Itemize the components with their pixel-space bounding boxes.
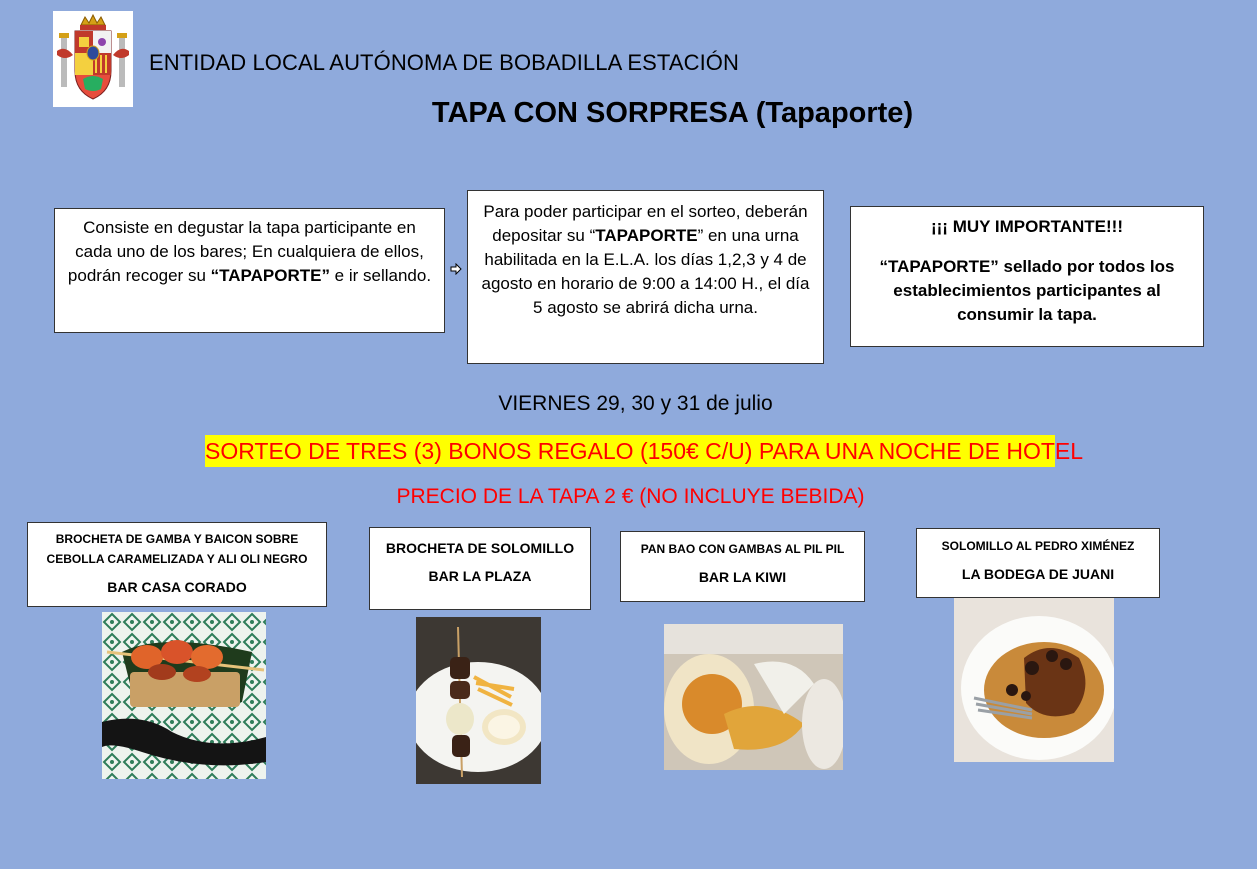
info-bold-text: TAPAPORTE: [595, 226, 698, 245]
tapa-dish-name: PAN BAO CON GAMBAS AL PIL PIL: [640, 542, 845, 556]
event-dates: VIERNES 29, 30 y 31 de julio: [498, 392, 773, 415]
tapa-dish-name: BROCHETA DE GAMBA Y BAICON SOBRE CEBOLLA CARAMELIZADA Y ALI OLI NEGRO: [46, 532, 308, 566]
page-title: TAPA CON SORPRESA (Tapaporte): [431, 97, 914, 129]
tapa-price: PRECIO DE LA TAPA 2 € (NO INCLUYE BEBIDA): [396, 485, 865, 508]
tapa-dish-name: BROCHETA DE SOLOMILLO: [385, 540, 575, 556]
organization-name: ENTIDAD LOCAL AUTÓNOMA DE BOBADILLA ESTACIÓN: [149, 50, 739, 75]
tapa-card: [369, 527, 591, 610]
tapa-dish-name: SOLOMILLO AL PEDRO XIMÉNEZ: [941, 539, 1135, 553]
tapa-card: [620, 531, 865, 602]
important-body: “TAPAPORTE” sellado por todos los establecimientos participantes al consumir la tapa.: [879, 257, 1175, 324]
tapa-bar-name: LA BODEGA DE JUANI: [961, 566, 1115, 582]
tapa-card: [27, 522, 327, 607]
tapa-photo-sirloin-skewer: [416, 617, 541, 784]
info-text: Para poder participar en el sorteo, deberán depositar su “: [483, 202, 808, 245]
info-text: ” en una urna habilitada en la E.L.A. los días 1,2,3 y 4 de agosto en horario de 9:00 a 14:00 H., el día 5 agosto se abrirá dicha urna.: [481, 226, 810, 317]
info-bold-text: “TAPAPORTE”: [210, 266, 330, 285]
tapa-bar-name: BAR CASA CORADO: [107, 579, 247, 595]
tapa-card: [916, 528, 1160, 598]
tapa-photo-bao-bun: [664, 624, 843, 770]
info-text: Consiste en degustar la tapa participante en cada uno de los bares; En cualquiera de ellos, podrán recoger su: [67, 218, 424, 285]
tapa-bar-name: BAR LA KIWI: [698, 569, 787, 585]
tapa-photo-prawn-skewer: [102, 612, 266, 779]
important-heading: ¡¡¡ MUY IMPORTANTE!!!: [930, 217, 1123, 236]
info-box-how-it-works: [54, 208, 445, 333]
tapa-bar-name: BAR LA PLAZA: [428, 568, 532, 584]
arrow-right-icon: [450, 262, 462, 274]
info-box-important: [850, 206, 1204, 347]
info-text: e ir sellando.: [329, 266, 432, 285]
tapa-photo-sirloin-pedro-ximenez: [954, 598, 1114, 762]
coat-of-arms-logo: [53, 11, 133, 107]
info-box-raffle-rules: [467, 190, 824, 364]
raffle-banner: SORTEO DE TRES (3) BONOS REGALO (150€ C/U) PARA UNA NOCHE DE HOTEL: [205, 435, 1055, 467]
